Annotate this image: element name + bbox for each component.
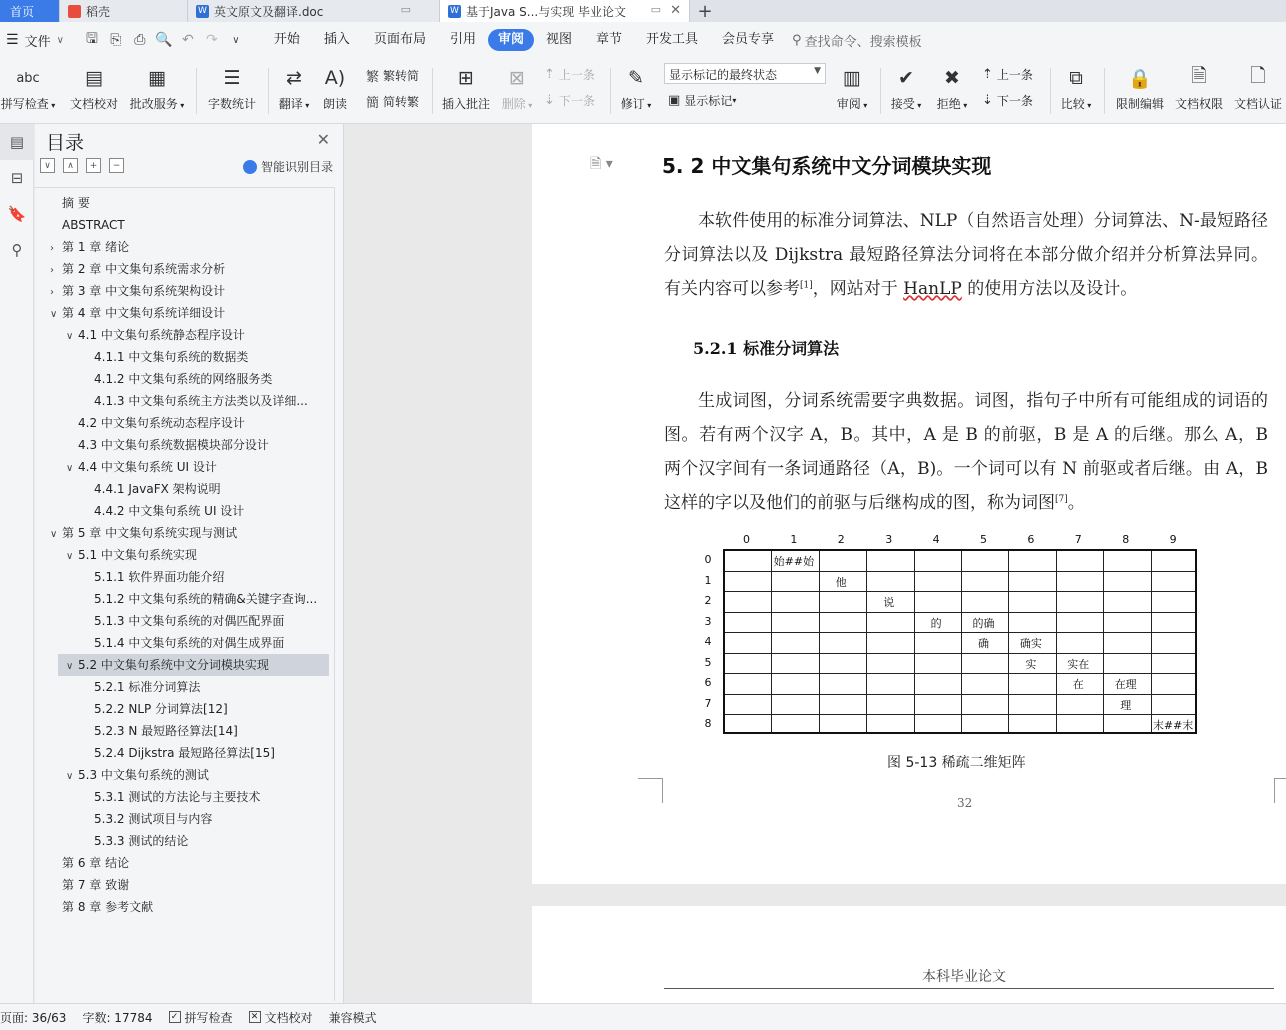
remove-heading-icon[interactable]: − [109, 158, 124, 173]
toc-item-label: 5.1.1 软件界面功能介绍 [94, 570, 225, 584]
matrix-gridline [725, 653, 1195, 654]
simp-to-trad-label: 简转繁 [383, 95, 420, 109]
toc-item[interactable] [50, 302, 327, 324]
hamburger-icon: ☰ [6, 32, 19, 48]
spell-check-label: 拼写检查 [0, 97, 49, 111]
toc-item[interactable] [66, 434, 327, 456]
add-heading-icon[interactable]: + [86, 158, 101, 173]
chevron-down-icon: ▼ [814, 66, 821, 76]
next-change-label: 下一条 [996, 94, 1033, 108]
toc-item[interactable] [50, 192, 327, 214]
para-text: 。 [1067, 493, 1085, 513]
batch-service-label: 批改服务 [129, 97, 178, 111]
toc-item-label: 5.1.3 中文集句系统的对偶匹配界面 [94, 614, 285, 628]
doc-certify-button[interactable] [1230, 58, 1286, 112]
page-corner-mark [1274, 778, 1286, 803]
toc-item[interactable] [50, 896, 327, 918]
toc-item[interactable] [82, 632, 327, 654]
toc-item-label: 4.4 中文集句系统 UI 设计 [78, 460, 217, 474]
chapter-nav-icon[interactable]: ⊟ [10, 169, 24, 187]
matrix-cell: 的确 [972, 616, 995, 630]
show-markup-icon: ▣ [668, 93, 681, 108]
toc-item[interactable] [58, 654, 329, 676]
prev-comment-icon: ⇡ [544, 67, 555, 82]
reject-icon: ✖ [944, 67, 960, 89]
save-icon[interactable]: 🖫 [85, 31, 98, 47]
matrix-gridline [725, 714, 1195, 715]
read-aloud-icon: A) [324, 67, 346, 89]
spellcheck-word: HanLP [903, 279, 962, 299]
toc-item[interactable] [82, 720, 327, 742]
tab-label: 稻壳 [86, 4, 111, 19]
toc-item-label: 4.1 中文集句系统静态程序设计 [78, 328, 245, 342]
track-changes-icon: ✎ [628, 67, 644, 89]
toc-item-label: 5.1.2 中文集句系统的精确&关键字查询... [94, 592, 318, 606]
menu-bar [0, 22, 1286, 58]
chevron-right-icon[interactable]: › [50, 265, 54, 276]
toc-item[interactable] [82, 676, 327, 698]
matrix-gridline [725, 571, 1195, 572]
prev-change-label: 上一条 [996, 68, 1033, 82]
menu-references[interactable]: 引用 [449, 32, 476, 47]
matrix-col-header: 1 [790, 533, 798, 546]
trad-to-simp-icon: 繁 [366, 70, 380, 85]
toc-item[interactable] [50, 280, 327, 302]
toc-item-label: 5.1 中文集句系统实现 [78, 548, 197, 562]
page-indicator[interactable]: 页面: 36/63 [0, 1010, 67, 1025]
toc-list [35, 187, 335, 1001]
toc-item[interactable] [82, 830, 327, 852]
chevron-down-icon: ∨ [56, 34, 64, 46]
menu-home[interactable]: 开始 [273, 32, 300, 47]
spell-check-button[interactable]: abc 拼写检查 ▾ [0, 58, 56, 112]
tab-docer[interactable] [60, 0, 188, 22]
toc-item-label: 4.1.3 中文集句系统主方法类以及详细... [94, 394, 308, 408]
toc-item[interactable] [66, 324, 327, 346]
translate-button[interactable]: ⇄ 翻译 ▾ [274, 58, 314, 112]
toc-item[interactable] [66, 764, 327, 786]
matrix-gridline [1056, 551, 1057, 732]
ribbon-separator [432, 68, 433, 114]
toc-item-label: 5.2.3 N 最短路径算法[14] [94, 724, 238, 738]
proof-icon: ✕ [249, 1011, 261, 1023]
status-bar [0, 1003, 1286, 1030]
chevron-down-icon[interactable]: ∨ [50, 309, 58, 320]
matrix-cell: 的 [930, 616, 942, 630]
toc-item-label: 5.2 中文集句系统中文分词模块实现 [78, 658, 269, 672]
page-corner-mark [638, 778, 663, 803]
citation: [7] [1055, 494, 1068, 505]
matrix-row-header: 8 [704, 717, 712, 730]
section-heading: 5. 2 中文集句系统中文分词模块实现 [662, 154, 992, 178]
docer-icon [68, 5, 81, 18]
menu-insert[interactable]: 插入 [323, 32, 350, 47]
matrix-col-header: 6 [1027, 533, 1035, 546]
matrix-row-header: 3 [704, 614, 712, 628]
toc-item[interactable] [66, 412, 327, 434]
matrix-gridline [771, 551, 772, 732]
toc-tools [40, 158, 124, 173]
matrix-gridline [725, 673, 1195, 674]
prev-comment-button[interactable] [544, 66, 595, 83]
matrix-row-header: 5 [704, 655, 712, 669]
para-text: 的使用方法以及设计。 [961, 279, 1138, 299]
toc-item[interactable] [82, 786, 327, 808]
toc-item-label: 第 2 章 中文集句系统需求分析 [62, 262, 226, 276]
matrix-cell: 说 [883, 596, 895, 609]
toc-item-label: ABSTRACT [62, 218, 125, 232]
new-tab-button[interactable]: + [697, 0, 713, 22]
chevron-right-icon[interactable]: › [50, 287, 54, 298]
ribbon-separator [880, 68, 881, 114]
toc-item[interactable] [50, 214, 327, 236]
next-comment-button[interactable] [544, 92, 595, 109]
matrix-cell: 实 [1025, 657, 1037, 671]
toc-item-label: 4.1.1 中文集句系统的数据类 [94, 350, 249, 364]
matrix-gridline [725, 694, 1195, 695]
toc-title: 目录 [46, 132, 85, 154]
restrict-edit-button[interactable] [1112, 58, 1168, 112]
smart-toc-label: 智能识别目录 [260, 160, 333, 174]
menu-review[interactable]: 审阅 [488, 29, 534, 51]
review-ribbon [0, 58, 1286, 124]
batch-service-icon: ▦ [148, 67, 166, 89]
simp-to-trad-button[interactable] [366, 92, 419, 111]
document-gutter [345, 124, 532, 1003]
matrix-row-header: 7 [704, 696, 712, 710]
trad-to-simp-label: 繁转简 [383, 69, 420, 83]
checkbox-icon: ✓ [169, 1011, 181, 1023]
chevron-down-icon[interactable]: ∨ [66, 551, 74, 562]
doc-certify-icon: 🗋 [1250, 65, 1266, 87]
delete-comment-icon: ⊠ [509, 67, 525, 89]
accept-label: 接受 [890, 97, 915, 111]
tab-label: 基于Java S...与实现 毕业论文 [466, 4, 627, 19]
para-text: 生成词图，分词系统需要字典数据。词图，指句子中所有可能组成的词语的图。若有两个汉字 A，B。其中，A 是 B 的前驱，B 是 A 的后继。那么 A，B 两个汉字间有一条词通路径（A，B)。一个词可以有 N 前驱或者后继。由 A，B 这样的字以及他们的前驱与后继构成的图，称为词图 [664, 391, 1268, 513]
toc-item[interactable] [82, 478, 327, 500]
matrix-gridline [725, 591, 1195, 592]
reject-button[interactable]: ✖ 拒绝 ▾ [932, 58, 972, 112]
toc-item-label: 第 8 章 参考文献 [62, 900, 154, 914]
matrix-cell: 末##末 [1152, 719, 1194, 732]
track-changes-label: 修订 [620, 97, 645, 111]
toc-item-label: 4.2 中文集句系统动态程序设计 [78, 416, 245, 430]
file-menu[interactable] [0, 31, 70, 50]
matrix-gridline [1151, 551, 1152, 732]
chevron-down-icon[interactable]: ∨ [50, 529, 58, 540]
next-comment-label: 下一条 [558, 94, 595, 108]
compat-mode-indicator: 兼容模式 [328, 1010, 377, 1025]
matrix-gridline [866, 551, 867, 732]
para-text: ，网站对于 [812, 279, 904, 299]
toc-item-label: 5.1.4 中文集句系统的对偶生成界面 [94, 636, 285, 650]
word-count-icon: ☰ [223, 67, 241, 89]
matrix-cell: 确 [978, 637, 989, 650]
citation: [1] [800, 280, 813, 291]
header-rule [664, 988, 1274, 989]
show-markup-label: 显示标记 [684, 94, 733, 108]
insert-comment-label: 插入批注 [441, 97, 490, 111]
redo-icon[interactable]: ↷ [206, 32, 218, 48]
file-label: 文件 [24, 34, 51, 50]
matrix-gridline [725, 612, 1195, 613]
delete-comment-label: 删除 [501, 97, 526, 111]
toc-item-label: 第 1 章 绪论 [62, 240, 130, 254]
toc-item[interactable] [50, 522, 327, 544]
next-change-icon: ⇣ [982, 93, 993, 108]
toc-item[interactable] [50, 852, 327, 874]
matrix-row-header: 4 [704, 635, 712, 648]
page-number: 32 [957, 796, 973, 810]
monitor-icon[interactable]: ▭ [650, 3, 661, 16]
chevron-down-icon[interactable]: ∨ [66, 331, 74, 342]
prev-change-button[interactable] [982, 66, 1033, 83]
matrix-cell: 在理 [1114, 678, 1137, 691]
toc-item-label: 4.4.2 中文集句系统 UI 设计 [94, 504, 245, 518]
matrix-cell: 确实 [1019, 637, 1042, 650]
translate-icon: ⇄ [286, 67, 302, 89]
toc-item-label: 第 6 章 结论 [62, 856, 130, 870]
tab-document-english[interactable] [188, 0, 440, 22]
word-doc-icon: W [196, 5, 209, 18]
doc-proof-button[interactable] [66, 58, 122, 112]
toc-item[interactable] [82, 500, 327, 522]
insert-comment-icon: ⊞ [458, 67, 474, 89]
matrix-row-header: 6 [704, 676, 712, 689]
print-preview-icon[interactable]: 🔍 [155, 32, 173, 48]
matrix-col-header: 8 [1122, 533, 1130, 546]
toc-item-label: 5.3.3 测试的结论 [94, 834, 189, 848]
display-mode-value: 显示标记的最终状态 [669, 68, 778, 82]
doc-permission-button[interactable] [1172, 58, 1226, 112]
toc-item-label: 第 3 章 中文集句系统架构设计 [62, 284, 226, 298]
toc-item[interactable] [82, 566, 327, 588]
toc-item-label: 4.1.2 中文集句系统的网络服务类 [94, 372, 273, 386]
matrix-gridline [914, 551, 915, 732]
toc-item-label: 5.2.4 Dijkstra 最短路径算法[15] [94, 746, 275, 760]
menu-member[interactable]: 会员专享 [722, 32, 775, 47]
accept-icon: ✔ [898, 67, 914, 89]
doc-permission-icon: 🗎 [1191, 65, 1207, 87]
compare-button[interactable]: ⧉ 比较 ▾ [1056, 58, 1096, 112]
matrix-col-header: 9 [1169, 533, 1177, 546]
tab-home[interactable] [0, 0, 60, 22]
matrix-gridline [725, 632, 1195, 633]
tab-label: 英文原文及翻译.doc [214, 4, 324, 19]
toc-item-label: 摘 要 [62, 196, 90, 210]
batch-service-button[interactable]: ▦ 批改服务 ▾ [127, 58, 187, 112]
command-search-label: 查找命令、搜索模板 [804, 34, 922, 50]
quick-access-dropdown-icon[interactable]: ∨ [232, 34, 240, 46]
paragraph-intro [664, 204, 1268, 306]
word-count-button[interactable] [204, 58, 260, 112]
toc-item-label: 第 5 章 中文集句系统实现与测试 [62, 526, 238, 540]
smart-toc-button[interactable] [243, 158, 333, 175]
review-pane-button[interactable]: ▥ 审阅 ▾ [832, 58, 872, 112]
doc-proof-status-label: 文档校对 [264, 1010, 313, 1025]
toc-item-label: 第 4 章 中文集句系统详细设计 [62, 306, 226, 320]
toc-item-label: 5.2.1 标准分词算法 [94, 680, 201, 694]
matrix-cell: 始##始 [773, 555, 815, 568]
doc-certify-label: 文档认证 [1233, 97, 1282, 111]
matrix-col-header: 4 [932, 533, 940, 546]
compare-label: 比较 [1060, 97, 1085, 111]
chevron-down-icon[interactable]: ∨ [66, 771, 74, 782]
toc-item-label: 5.2.2 NLP 分词算法[12] [94, 702, 228, 716]
tab-document-thesis[interactable] [440, 0, 690, 22]
toc-item[interactable] [66, 456, 327, 478]
subsection-heading: 5.2.1 标准分词算法 [693, 339, 840, 358]
insert-comment-button[interactable] [440, 58, 492, 112]
prev-comment-label: 上一条 [558, 68, 595, 82]
chevron-down-icon[interactable]: ∨ [66, 661, 74, 672]
toc-item[interactable] [50, 236, 327, 258]
toc-item-label: 4.3 中文集句系统数据模块部分设计 [78, 438, 269, 452]
doc-permission-label: 文档权限 [1174, 97, 1223, 111]
toc-panel-icon[interactable]: ▤ [0, 124, 34, 160]
matrix-col-header: 2 [837, 533, 845, 546]
toc-item[interactable] [82, 390, 327, 412]
delete-comment-button[interactable]: ⊠ 删除 ▾ [498, 58, 536, 112]
figure-caption: 图 5-13 稀疏二维矩阵 [887, 755, 1026, 771]
search-icon[interactable]: ⚲ [11, 241, 23, 259]
menu-developer[interactable]: 开发工具 [646, 32, 699, 47]
doc-proof-icon: ▤ [85, 67, 103, 89]
ribbon-separator [1104, 68, 1105, 114]
print-icon[interactable]: ⎙ [134, 32, 146, 48]
toc-item-label: 4.4.1 JavaFX 架构说明 [94, 482, 221, 496]
toc-item-label: 第 7 章 致谢 [62, 878, 130, 892]
chevron-right-icon[interactable]: › [50, 243, 54, 254]
toc-item[interactable] [82, 346, 327, 368]
ribbon-separator [1050, 68, 1051, 114]
matrix-row-header: 2 [704, 594, 712, 607]
restrict-edit-label: 限制编辑 [1115, 97, 1164, 111]
toc-item[interactable] [66, 544, 327, 566]
menu-view[interactable]: 视图 [545, 32, 572, 47]
toc-item[interactable] [82, 742, 327, 764]
spell-check-toggle[interactable] [169, 1009, 233, 1026]
show-markup-button[interactable]: ▣ 显示标记 ▾ [668, 93, 737, 108]
collapse-all-icon[interactable]: ∨ [40, 158, 55, 173]
toc-panel [35, 124, 344, 1003]
ribbon-separator [268, 68, 269, 114]
toc-item[interactable] [82, 808, 327, 830]
doc-proof-label: 文档校对 [69, 97, 118, 111]
toc-item[interactable] [50, 874, 327, 896]
matrix-cell: 理 [1120, 698, 1132, 712]
page-header: 本科毕业论文 [922, 969, 1006, 985]
word-count-label: 字数统计 [207, 97, 256, 111]
display-mode-select[interactable] [664, 63, 826, 84]
matrix-col-header: 7 [1074, 533, 1082, 546]
next-comment-icon: ⇣ [544, 93, 555, 108]
prev-change-icon: ⇡ [982, 67, 993, 82]
paragraph-word-graph [664, 384, 1268, 520]
toc-item-label: 5.3.1 测试的方法论与主要技术 [94, 790, 261, 804]
lock-document-icon: 🔒 [1128, 67, 1152, 90]
spell-check-status-label: 拼写检查 [184, 1010, 233, 1025]
export-pdf-icon[interactable]: ⎘ [110, 32, 122, 48]
toc-item-label: 5.3.2 测试项目与内容 [94, 812, 213, 826]
tab-bar [0, 0, 1286, 22]
close-icon[interactable]: ✕ [670, 3, 681, 18]
translate-label: 翻译 [278, 97, 303, 111]
toc-item[interactable] [82, 698, 327, 720]
matrix-col-header: 5 [980, 533, 987, 546]
bookmark-icon[interactable]: 🔖 [7, 205, 27, 223]
next-change-button[interactable] [982, 92, 1033, 109]
matrix-col-header: 0 [743, 533, 750, 546]
smart-icon [243, 160, 257, 174]
menu-page-layout[interactable]: 页面布局 [373, 32, 426, 47]
monitor-icon[interactable]: ▭ [400, 3, 411, 16]
matrix-cell: 实在 [1067, 657, 1090, 671]
matrix-row-header: 1 [704, 573, 712, 587]
accept-button[interactable]: ✔ 接受 ▾ [886, 58, 926, 112]
review-pane-icon: ▥ [843, 67, 861, 89]
review-pane-label: 审阅 [836, 97, 861, 111]
toc-item[interactable] [82, 588, 327, 610]
command-search[interactable] [792, 31, 922, 50]
read-aloud-button[interactable] [318, 58, 352, 112]
tab-label: 首页 [10, 4, 35, 19]
reject-label: 拒绝 [936, 97, 961, 111]
matrix-row-header: 0 [704, 553, 712, 566]
spell-check-icon: abc [16, 70, 40, 86]
toc-item-label: 5.3 中文集句系统的测试 [78, 768, 209, 782]
matrix-cell: 他 [835, 575, 847, 589]
expand-all-icon[interactable]: ∧ [63, 158, 78, 173]
document-outline-icon[interactable]: 🗎 ▾ [590, 156, 613, 172]
navigation-strip [0, 124, 34, 1003]
close-icon[interactable]: ✕ [316, 130, 330, 149]
toc-item[interactable] [50, 258, 327, 280]
toc-item[interactable] [82, 610, 327, 632]
compare-icon: ⧉ [1069, 67, 1083, 89]
word-count-indicator[interactable]: 字数: 17784 [82, 1010, 153, 1025]
track-changes-button[interactable]: ✎ 修订 ▾ [616, 58, 656, 112]
trad-to-simp-button[interactable] [366, 66, 419, 85]
chevron-down-icon[interactable]: ∨ [66, 463, 74, 474]
undo-icon[interactable]: ↶ [182, 32, 194, 48]
menu-chapter[interactable]: 章节 [596, 32, 623, 47]
search-icon: ⚲ [792, 32, 802, 48]
matrix-col-header: 3 [885, 533, 893, 546]
ribbon-separator [196, 68, 197, 114]
word-doc-icon: W [448, 5, 461, 18]
matrix-cell: 在 [1072, 678, 1084, 691]
doc-proof-toggle[interactable] [249, 1009, 313, 1026]
read-aloud-label: 朗读 [322, 97, 347, 111]
toc-item[interactable] [82, 368, 327, 390]
ribbon-separator [610, 68, 611, 114]
para-text: 本软件使用的标准分词算法、NLP（自然语言处理）分词算法、N-最短路径分词算法以及 Dijkstra 最短路径算法分词将在本部分做介绍并分析算法异同。有关内容可以参考 [664, 211, 1268, 299]
simp-to-trad-icon: 簡 [366, 96, 380, 111]
